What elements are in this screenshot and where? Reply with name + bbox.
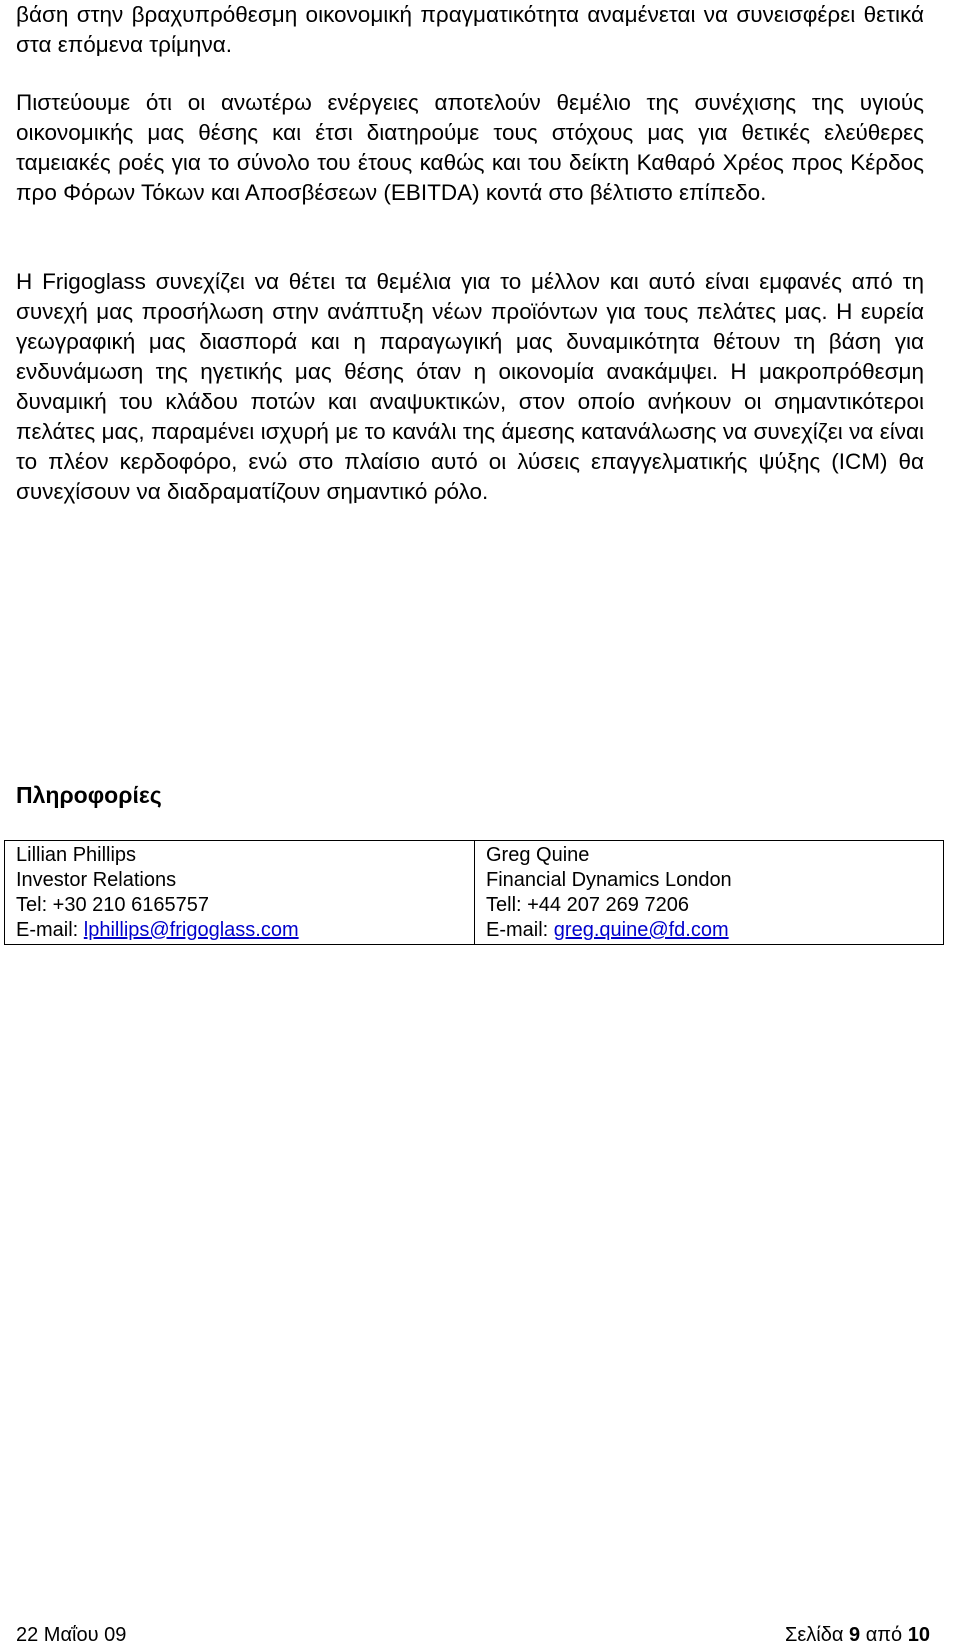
paragraph-financial-targets: Πιστεύουμε ότι οι ανωτέρω ενέργειες αποτελούν θεμέλιο της συνέχισης της υγιούς οικονομικής μας θέσης και έτσι διατηρούμε τους στόχους μας για θετικές ελεύθερες ταμειακές ροές για το σύνολο του έτους καθώς και του δείκτη Καθαρό Χρέος προς Κέρδος προ Φόρων Τόκων και Αποσβέσεων (EBITDA) κοντά στο βέλτιστο επίπεδο. xyxy=(16,90,924,205)
page-total: 10 xyxy=(907,1624,930,1646)
contact-cell-ir xyxy=(5,841,475,945)
contact-tel: Tell: +44 207 269 7206 xyxy=(486,894,689,916)
footer-date: 22 Μαΐου 09 xyxy=(16,1624,127,1646)
contact-role: Financial Dynamics London xyxy=(486,869,732,891)
contact-tel: Tel: +30 210 6165757 xyxy=(16,894,209,916)
contact-role: Investor Relations xyxy=(16,869,177,891)
page-prefix: Σελίδα xyxy=(785,1624,850,1646)
page-mid: από xyxy=(860,1624,908,1646)
paragraph-outlook: Η Frigoglass συνεχίζει να θέτει τα θεμέλια για το μέλλον και αυτό είναι εμφανές από τη συνεχή μας προσήλωση στην ανάπτυξη νέων προϊόντων για τους πελάτες μας. Η ευρεία γεωγραφική μας διασπορά και η παραγωγική μας δυναμικότητα θέτουν τη βάση για ενδυνάμωση της ηγετικής μας θέσης όταν η οικονομία ανακάμψει. Η μακροπρόθεσμη δυναμική του κλάδου ποτών και αναψυκτικών, στον οποίο ανήκουν οι σημαντικότεροι πελάτες μας, παραμένει ισχυρή με το κανάλι της άμεσης κατανάλωσης να συνεχίζει να είναι το πλέον κερδοφόρο, ενώ στο πλαίσιο αυτό οι λύσεις επαγγελματικής ψύξης (ICM) θα συνεχίσουν να διαδραματίζουν σημαντικό ρόλο. xyxy=(16,269,924,504)
page-current: 9 xyxy=(849,1624,861,1646)
contact-email-line xyxy=(486,918,933,943)
contact-email-link[interactable]: lphillips@frigoglass.com xyxy=(83,919,299,941)
table-row xyxy=(5,841,944,945)
contact-cell-fd xyxy=(475,841,944,945)
contact-email-link[interactable]: greg.quine@fd.com xyxy=(553,919,729,941)
paragraph-continuation: βάση στην βραχυπρόθεσμη οικονομική πραγματικότητα αναμένεται να συνεισφέρει θετικά στα επόμενα τρίμηνα. xyxy=(16,2,924,57)
contacts-table xyxy=(4,840,944,945)
footer-page-number xyxy=(785,1622,930,1648)
contact-name: Greg Quine xyxy=(486,844,590,866)
contact-email-label: E-mail: xyxy=(486,919,554,941)
contact-email-line xyxy=(16,918,464,943)
contact-email-label: E-mail: xyxy=(16,919,84,941)
info-heading: Πληροφορίες xyxy=(16,782,162,808)
contact-name: Lillian Phillips xyxy=(16,844,137,866)
